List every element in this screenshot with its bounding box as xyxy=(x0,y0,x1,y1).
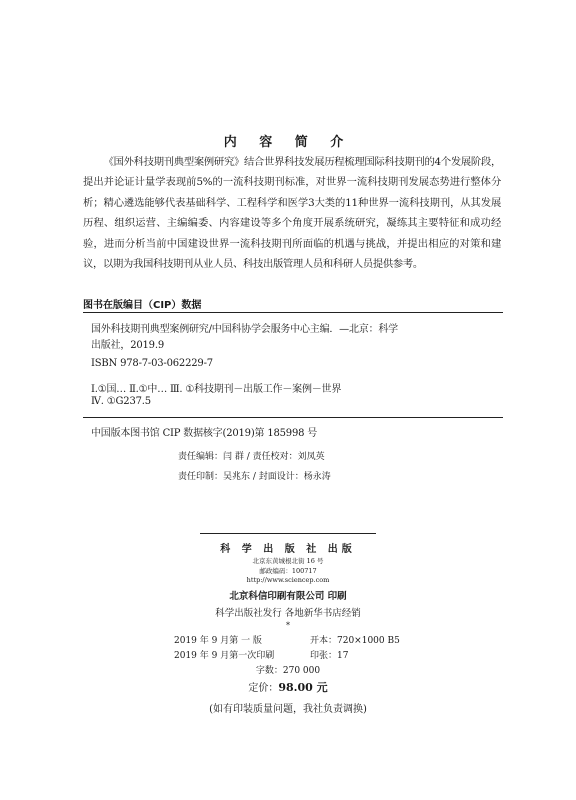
summary-body xyxy=(83,152,501,274)
sheet-count: 印张：17 xyxy=(310,651,349,661)
publisher-name: 科 学 出 版 社 出版 xyxy=(220,544,356,555)
word-count: 字数：270 000 xyxy=(255,666,321,676)
cip-publisher-line: 出版社，2019.9 xyxy=(91,340,164,351)
edition-date: 2019 年 9 月第 一 版 xyxy=(174,636,262,646)
cip-classification-1: Ⅰ.①国… Ⅱ.①中… Ⅲ. ①科技期刊－出版工作－案例－世界 xyxy=(91,384,342,395)
price-value: 98.00 元 xyxy=(278,681,328,694)
cip-record-box xyxy=(83,312,503,418)
format-size: 开本：720×1000 B5 xyxy=(310,636,400,646)
cip-isbn: ISBN 978-7-03-062229-7 xyxy=(91,358,213,369)
cip-record-number: 中国版本图书馆 CIP 数据核字(2019)第 185998 号 xyxy=(91,428,318,439)
publisher-website: http://www.sciencep.com xyxy=(246,576,330,584)
price xyxy=(0,679,576,695)
price-label: 定价： xyxy=(248,683,279,694)
cip-heading: 图书在版编目（CIP）数据 xyxy=(83,300,202,311)
publisher-postcode: 邮政编码：100717 xyxy=(259,567,317,575)
editor-credits: 责任编辑：闫 群 / 责任校对：刘凤英 xyxy=(178,452,325,462)
distribution-line: 科学出版社发行 各地新华书店经销 xyxy=(215,608,361,619)
summary-title: 内 容 简 介 xyxy=(223,135,353,150)
production-credits: 责任印制：吴兆东 / 封面设计：杨永涛 xyxy=(178,472,331,482)
summary-paragraph: 《国外科技期刊典型案例研究》结合世界科技发展历程梳理国际科技期刊的4个发展阶段，提出并论证计量学表现前5%的一流科技期刊标准，对世界一流科技期刊发展态势进行整体分析；精心遴选能够代表基础科学、工程科学和医学3大类的11种世界一流科技期刊，从其发展历程、组织运营、主编编委、内容建设等多个角度开展系统研究，凝练其主要特征和成功经验，进而分析当前中国建设世界一流科技期刊所面临的机遇与挑战，并提出相应的对策和建议，以期为我国科技期刊从业人员、科技出版管理人员和科研人员提供参考。 xyxy=(83,156,501,271)
cip-classification-2: Ⅳ. ①G237.5 xyxy=(91,396,151,407)
printer-name: 北京科信印刷有限公司 印刷 xyxy=(229,591,347,602)
cip-title-line: 国外科技期刊典型案例研究/中国科协学会服务中心主编．—北京：科学 xyxy=(91,324,398,335)
publisher-address: 北京东黄城根北街 16 号 xyxy=(252,557,324,565)
print-date: 2019 年 9 月第一次印刷 xyxy=(174,651,275,661)
separator-star: * xyxy=(286,621,290,630)
divider xyxy=(200,533,376,534)
quality-notice: (如有印装质量问题，我社负责调换) xyxy=(209,704,367,715)
